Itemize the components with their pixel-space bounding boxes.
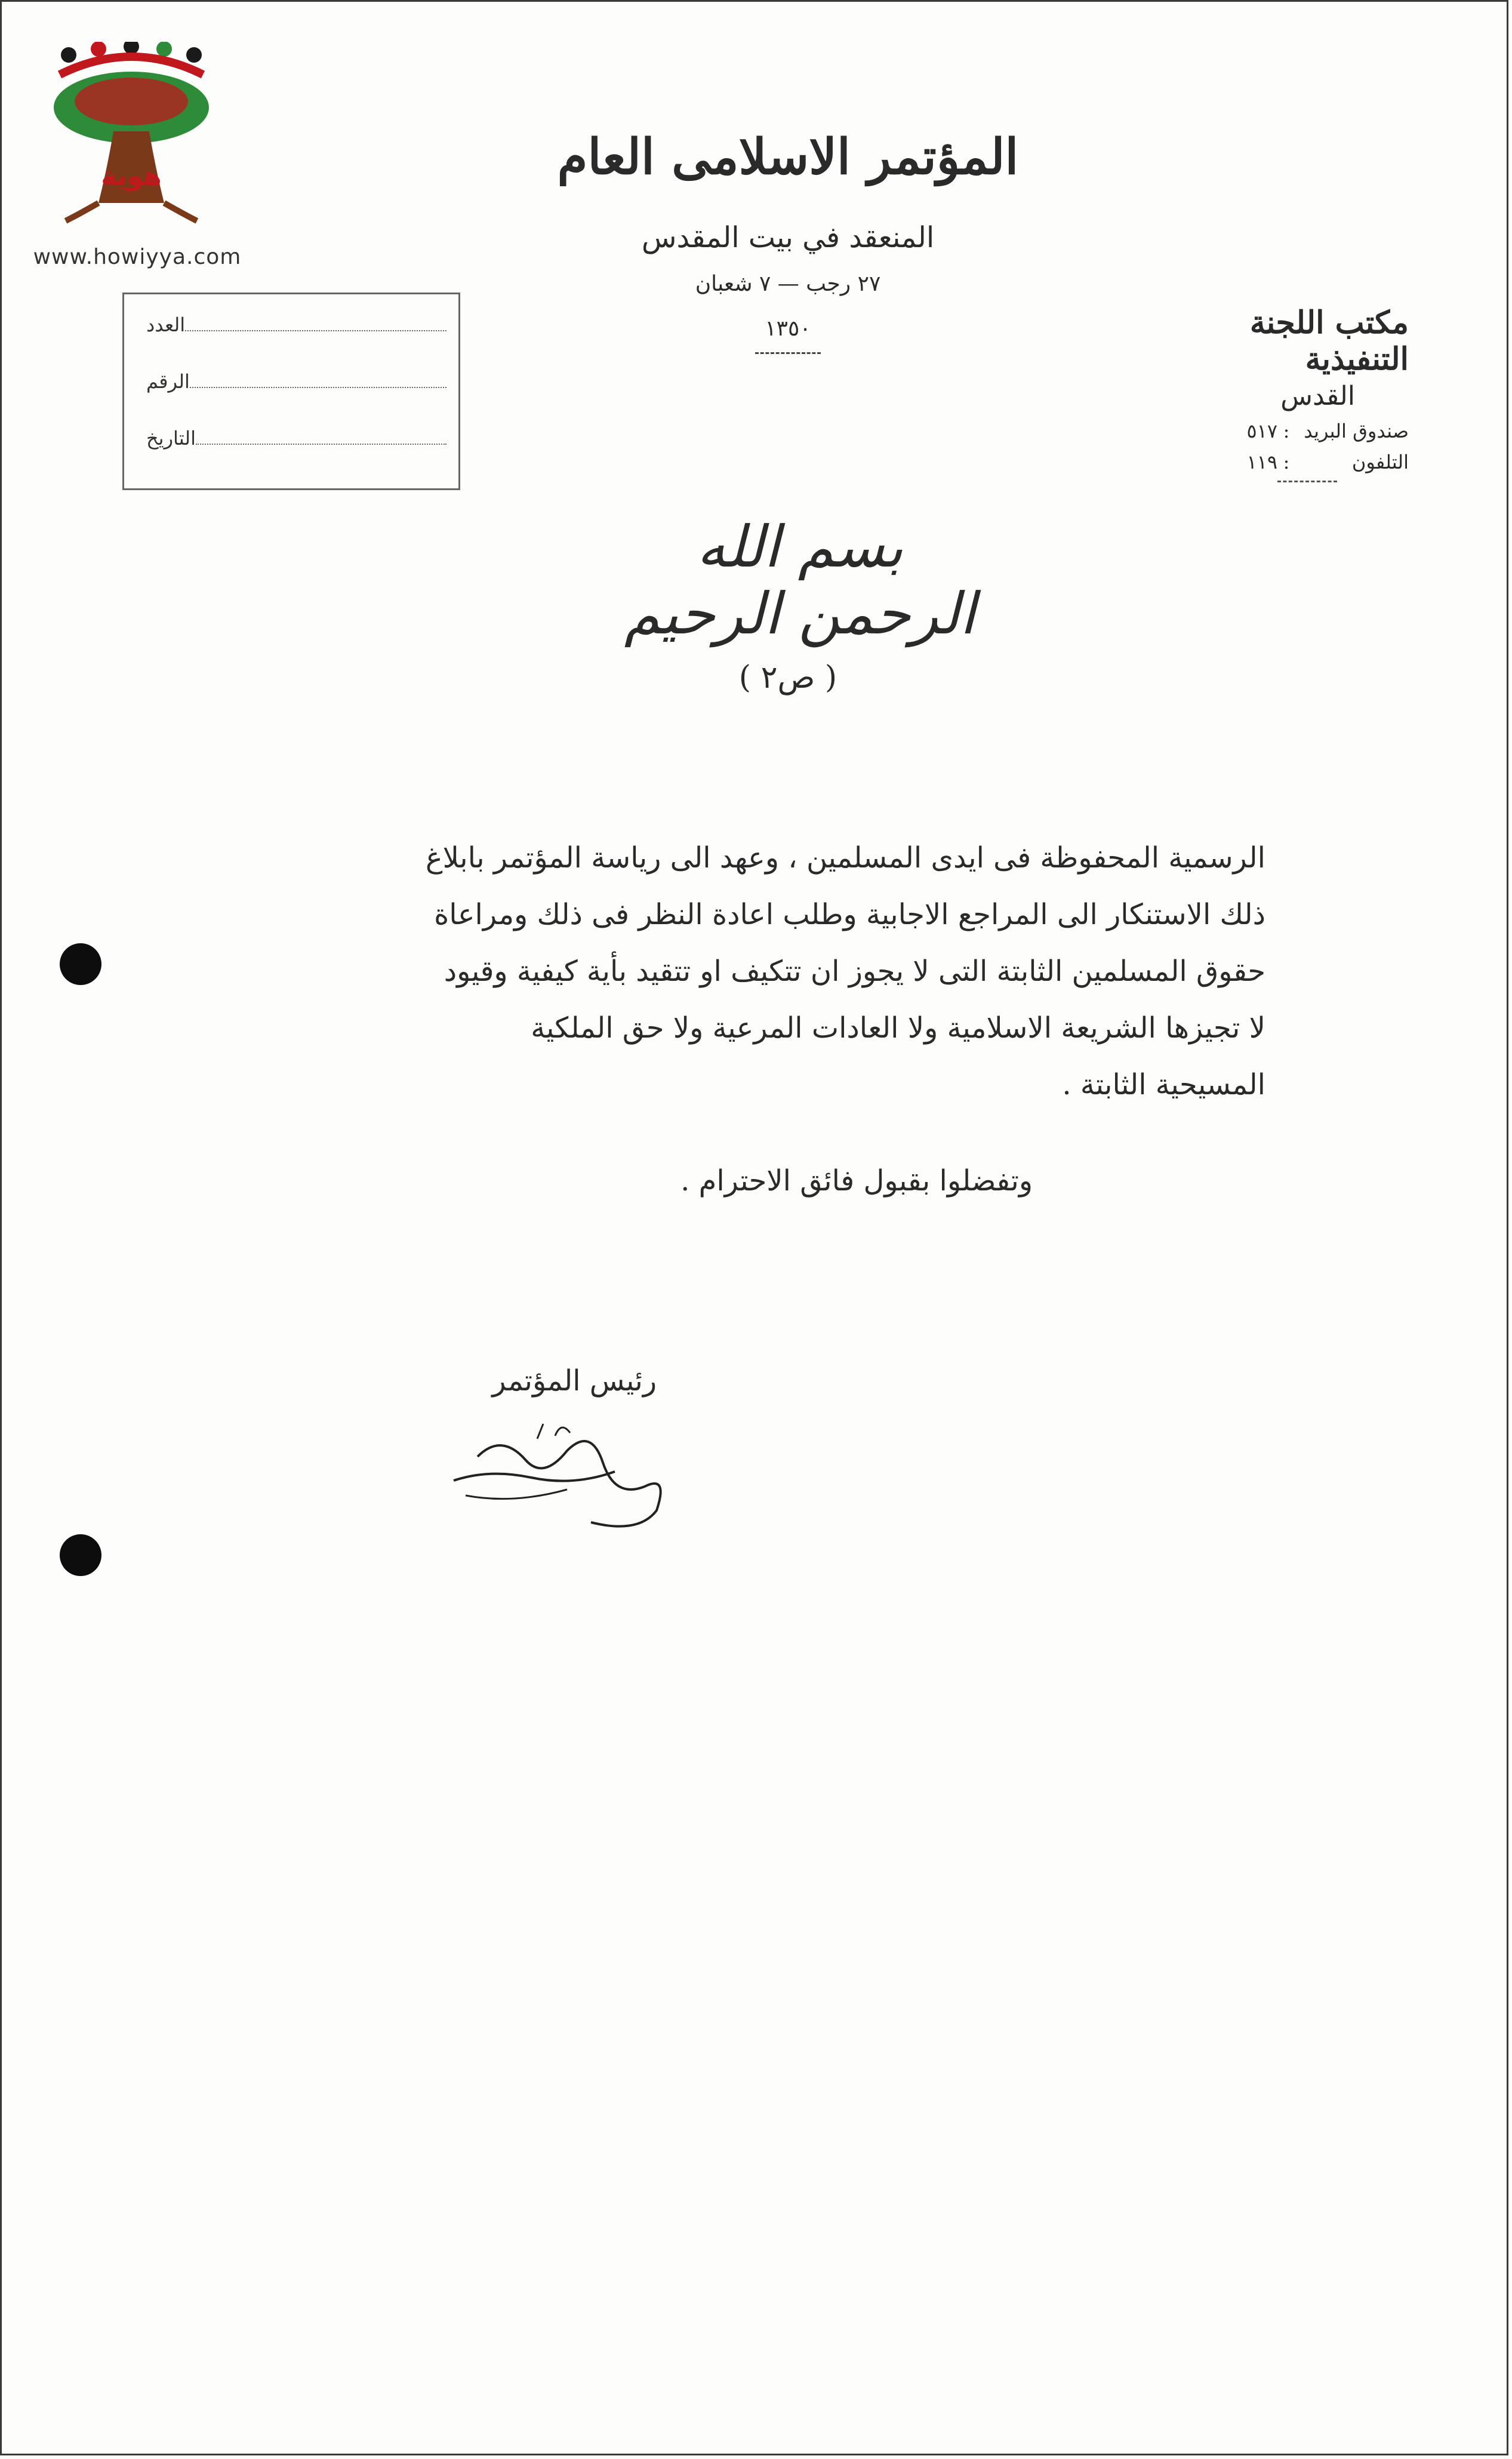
ref-reference-label: الرقم	[146, 370, 190, 393]
logo-wordmark: هوية	[101, 161, 162, 192]
po-box-separator: :	[1283, 420, 1290, 442]
signatory-title: رئيس المؤتمر	[492, 1364, 657, 1398]
year-divider	[755, 352, 821, 354]
conference-dates: ٢٧ رجب — ٧ شعبان	[695, 272, 881, 296]
ref-date-field	[196, 444, 446, 445]
reference-box	[122, 293, 460, 490]
phone-value: ١١٩	[1246, 451, 1277, 473]
office-title: مكتب اللجنة التنفيذية	[1249, 304, 1409, 377]
closing-line: وتفضلوا بقبول فائق الاحترام .	[680, 1164, 1033, 1198]
po-box-line	[1158, 420, 1409, 442]
body-line: المسيحية الثابتة .	[1062, 1068, 1265, 1101]
ref-date-row	[139, 414, 446, 450]
ref-date-label: التاريخ	[146, 427, 196, 450]
tree-family-logo-icon	[42, 42, 221, 233]
punch-hole	[60, 943, 101, 985]
ref-reference-field	[190, 387, 446, 388]
organization-subtitle: المنعقد في بيت المقدس	[641, 221, 935, 254]
ref-number-row	[139, 300, 446, 336]
office-block	[1158, 304, 1409, 473]
punch-hole	[60, 1534, 101, 1576]
conference-year: ١٣٥٠	[765, 316, 811, 341]
body-line: ذلك الاستنكار الى المراجع الاجابية وطلب اعادة النظر فى ذلك ومراعاة	[434, 898, 1265, 931]
page-number: ( ص٢ )	[738, 660, 837, 695]
ref-number-label: العدد	[146, 313, 186, 336]
ref-reference-row	[139, 357, 446, 393]
phone-line	[1158, 451, 1409, 473]
phone-separator: :	[1283, 451, 1290, 473]
po-box-label: صندوق البريد	[1304, 420, 1409, 442]
office-city: القدس	[1280, 381, 1355, 411]
body-line: الرسمية المحفوظة فى ايدى المسلمين ، وعهد الى رياسة المؤتمر بابلاغ	[426, 841, 1265, 875]
office-divider	[1277, 481, 1337, 482]
handwritten-signature	[442, 1415, 680, 1534]
organization-name: المؤتمر الاسلامى العام	[557, 128, 1019, 186]
po-box-value: ٥١٧	[1246, 420, 1277, 442]
body-line: لا تجيزها الشريعة الاسلامية ولا العادات المرعية ولا حق الملكية	[531, 1011, 1265, 1045]
body-line: حقوق المسلمين الثابتة التى لا يجوز ان تتكيف او تتقيد بأية كيفية وقيود	[444, 955, 1265, 988]
letter-body	[275, 830, 1265, 1113]
basmala-calligraphy: بسم الله الرحمن الرحيم	[624, 513, 976, 647]
phone-label: التلفون	[1351, 451, 1409, 473]
logo-url[interactable]: www.howiyya.com	[33, 245, 242, 269]
ref-number-field	[185, 330, 446, 331]
